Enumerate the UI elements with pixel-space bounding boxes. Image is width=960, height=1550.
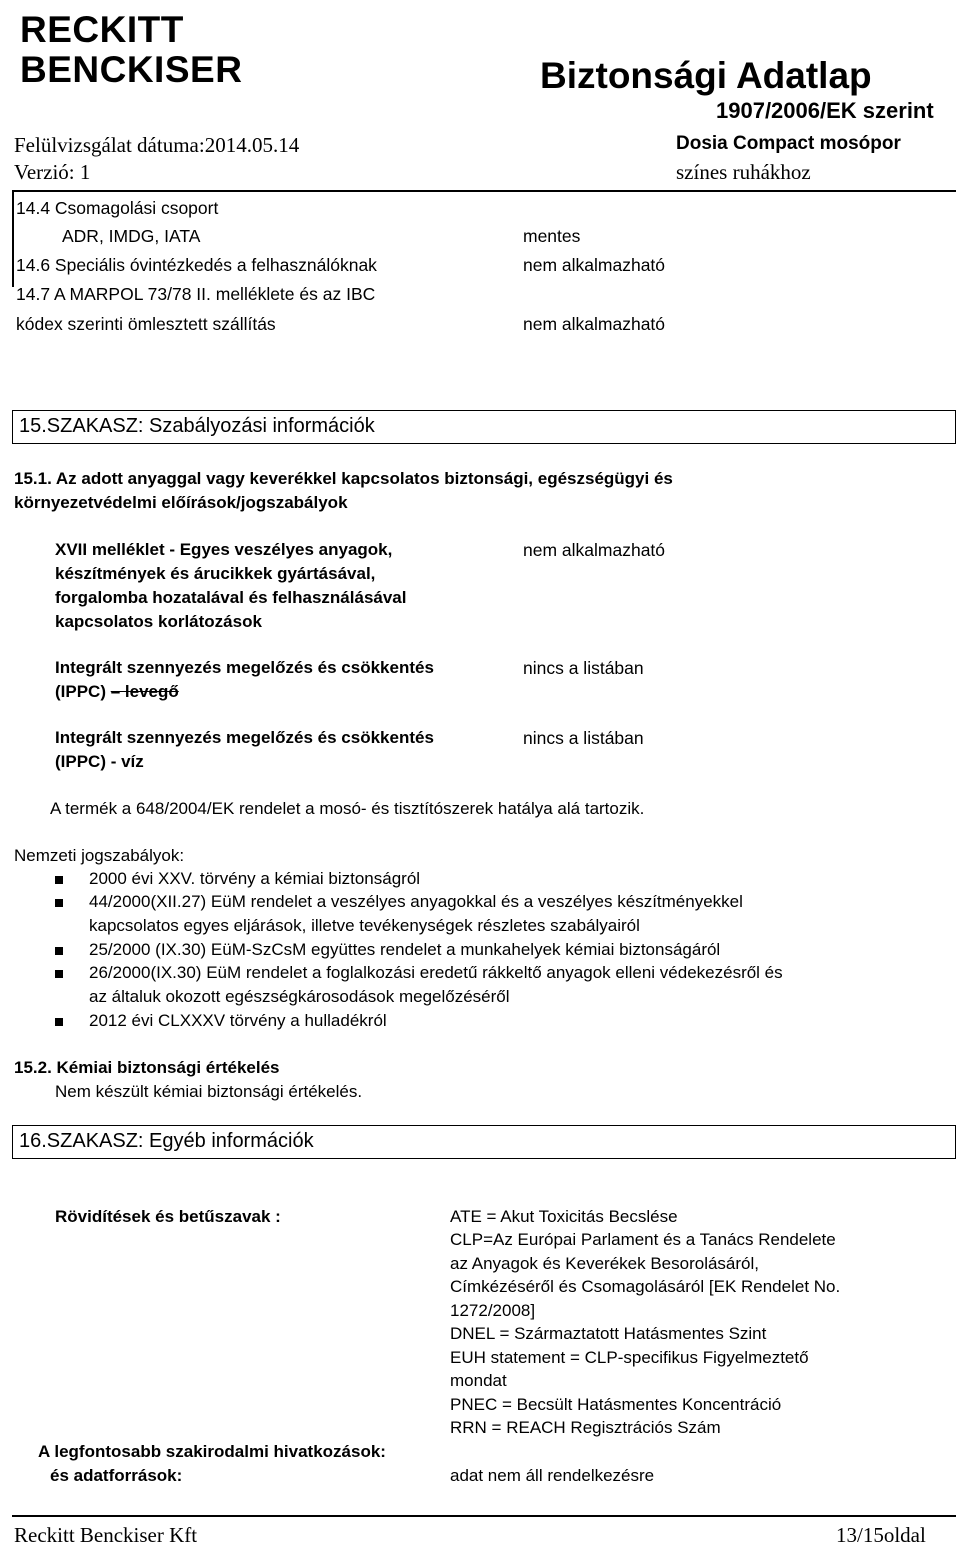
footer-page: 13/15oldal (836, 1523, 926, 1547)
ippc-air-struck: – levegő (110, 682, 179, 701)
logo-line2: BENCKISER (20, 49, 243, 90)
section15-2-heading: 15.2. Kémiai biztonsági értékelés (14, 1058, 280, 1077)
product-subtitle: színes ruhákhoz (676, 160, 811, 184)
refs-label-line1: A legfontosabb szakirodalmi hivatkozások: (38, 1442, 386, 1461)
abbr-line: ATE = Akut Toxicitás Becslése (450, 1207, 678, 1226)
header-divider (12, 190, 956, 192)
ippc-water-line1: Integrált szennyezés megelőzés és csökkentés (55, 728, 434, 747)
ippc-air-value: nincs a listában (523, 658, 644, 678)
transport-modes-value: mentes (523, 226, 581, 246)
footer-company: Reckitt Benckiser Kft (14, 1523, 198, 1547)
annex17-line: kapcsolatos korlátozások (55, 612, 262, 631)
company-logo (20, 8, 245, 92)
national-item: 25/2000 (IX.30) EüM-SzCsM együttes rendelet a munkahelyek kémiai biztonságáról (89, 940, 721, 959)
abbr-line: mondat (450, 1371, 507, 1390)
national-heading: Nemzeti jogszabályok: (14, 846, 185, 865)
annex17-value: nem alkalmazható (523, 540, 666, 560)
abbr-line: CLP=Az Európai Parlament és a Tanács Rendelete (450, 1230, 836, 1249)
national-item: 2000 évi XXV. törvény a kémiai biztonságról (89, 869, 421, 888)
bullet-icon (55, 876, 63, 884)
bullet-icon (55, 970, 63, 978)
national-item-cont: kapcsolatos egyes eljárások, illetve tevékenységek részletes szabályairól (89, 916, 640, 935)
packing-group-label: 14.4 Csomagolási csoport (16, 198, 219, 218)
bullet-icon (55, 1018, 63, 1026)
section15-heading-text: 15.SZAKASZ: Szabályozási információk (19, 415, 375, 437)
marpol-label-line1: 14.7 A MARPOL 73/78 II. melléklete és az IBC (16, 284, 376, 304)
marpol-label-line2: kódex szerinti ömlesztett szállítás (16, 314, 276, 334)
refs-label-line2: és adatforrások: (50, 1466, 183, 1485)
bullet-icon (55, 899, 63, 907)
abbr-line: az Anyagok és Keverékek Besorolásáról, (450, 1254, 760, 1273)
abbr-line: 1272/2008] (450, 1301, 536, 1320)
abbr-line: RRN = REACH Regisztrációs Szám (450, 1418, 721, 1437)
detergent-note: A termék a 648/2004/EK rendelet a mosó- és tisztítószerek hatálya alá tartozik. (50, 799, 645, 818)
abbr-line: EUH statement = CLP-specifikus Figyelmeztető (450, 1348, 809, 1367)
annex17-line: forgalomba hozatalával és felhasználásával (55, 588, 407, 607)
ippc-air-line2 (55, 682, 179, 702)
abbr-line: DNEL = Származtatott Hatásmentes Szint (450, 1324, 767, 1343)
product-name: Dosia Compact mosópor (676, 133, 901, 154)
document-title: Biztonsági Adatlap (540, 55, 872, 96)
section15-1-line1: 15.1. Az adott anyaggal vagy keverékkel kapcsolatos biztonsági, egészségügyi és (14, 469, 673, 488)
section16-heading-text: 16.SZAKASZ: Egyéb információk (19, 1130, 314, 1152)
ippc-air-prefix: (IPPC) (55, 682, 111, 701)
ippc-water-value: nincs a listában (523, 728, 644, 748)
ippc-water-line2: (IPPC) - víz (55, 752, 144, 771)
national-item: 2012 évi CLXXXV törvény a hulladékról (89, 1011, 387, 1030)
review-date: Felülvizsgálat dátuma:2014.05.14 (14, 133, 300, 157)
left-border (12, 191, 14, 287)
annex17-line: XVII melléklet - Egyes veszélyes anyagok, (55, 540, 393, 559)
national-item: 44/2000(XII.27) EüM rendelet a veszélyes anyagokkal és a veszélyes készítményekkel (89, 892, 743, 911)
section15-2-text: Nem készült kémiai biztonsági értékelés. (55, 1082, 363, 1101)
ippc-air-line1: Integrált szennyezés megelőzés és csökkentés (55, 658, 434, 677)
national-item-cont: az általuk okozott egészségkárosodások megelőzéséről (89, 987, 510, 1006)
special-precautions-label: 14.6 Speciális óvintézkedés a felhasználóknak (16, 255, 377, 275)
transport-modes-label: ADR, IMDG, IATA (62, 226, 201, 246)
section15-1-line2: környezetvédelmi előírások/jogszabályok (14, 493, 348, 512)
section16-heading (12, 1125, 956, 1159)
national-item: 26/2000(IX.30) EüM rendelet a foglalkozási eredetű rákkeltő anyagok elleni védekezésről és (89, 963, 783, 982)
abbr-line: PNEC = Becsült Hatásmentes Koncentráció (450, 1395, 782, 1414)
annex17-line: készítmények és árucikkek gyártásával, (55, 564, 376, 583)
version: Verzió: 1 (14, 160, 91, 184)
special-precautions-value: nem alkalmazható (523, 255, 666, 275)
footer-divider (12, 1515, 956, 1517)
abbr-label: Rövidítések és betűszavak : (55, 1207, 281, 1226)
bullet-icon (55, 947, 63, 955)
refs-value: adat nem áll rendelkezésre (450, 1466, 655, 1485)
marpol-value: nem alkalmazható (523, 314, 666, 334)
regulation-ref: 1907/2006/EK szerint (716, 98, 934, 123)
logo-line1: RECKITT (20, 9, 184, 50)
section15-heading (12, 410, 956, 444)
abbr-line: Címkézéséről és Csomagolásáról [EK Rendelet No. (450, 1277, 841, 1296)
